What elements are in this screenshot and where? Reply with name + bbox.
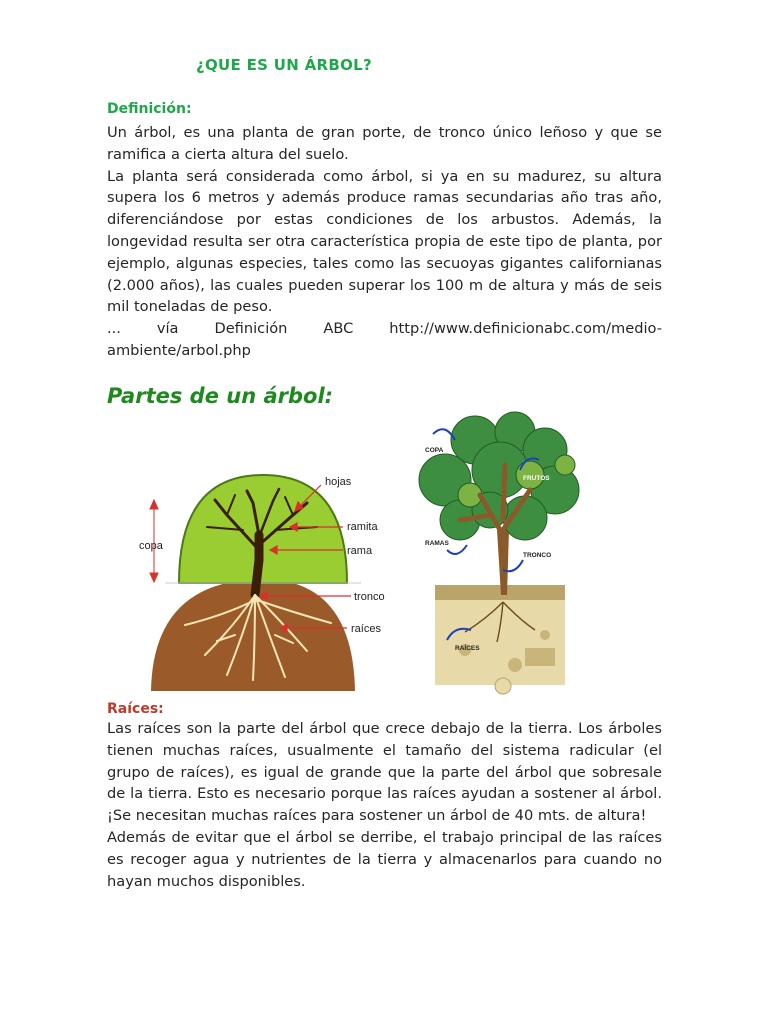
label-frutos: FRUTOS [523,475,550,482]
definition-paragraph-1: Un árbol, es una planta de gran porte, de tronco único leñoso y que se ramifica a cierta altura del suelo. [107,124,662,163]
label-hojas: hojas [325,476,352,488]
label-tronco-illustration: TRONCO [523,552,552,559]
label-raices: raíces [351,623,381,635]
definition-paragraph-2: La planta será considerada como árbol, si ya en su madurez, su altura supera los 6 metros y además produce ramas secundarias año tras año, diferenciándose por estas condiciones de los arbustos. Además, la longevidad resulta ser otra característica propia de este tipo de planta, por ejemplo, algunas especies, tales como las secuoyas gigantes californianas (2.000 años), las cuales pueden superar los 100 m de altura y más de seis mil toneladas de peso. [107,167,662,316]
definition-heading: Definición: [107,101,192,117]
roots-heading: Raíces: [107,701,164,717]
tree-parts-diagram [135,455,395,695]
label-copa: copa [139,540,163,552]
tree-illustration [405,410,595,700]
label-rama: rama [347,545,373,557]
definition-body [107,122,662,362]
roots-paragraph-2: Además de evitar que el árbol se derribe, el trabajo principal de las raíces es recoger agua y nutrientes de la tierra y almacenarlos para cuando no hayan muchos disponibles. [107,828,662,890]
label-ramas: RAMAS [425,540,449,547]
roots-body [107,718,662,892]
label-ramita: ramita [347,521,378,533]
roots-paragraph-1: Las raíces son la parte del árbol que crece debajo de la tierra. Los árboles tienen muchas raíces, usualmente el tamaño del sistema radicular (el grupo de raíces), es igual de grande que la parte del árbol que sobresale de la tierra. Esto es necesario porque las raíces ayudan a sostener al árbol. ¡Se necesitan muchas raíces para sostener un árbol de 40 mts. de altura! [107,720,662,825]
page-title: ¿QUE ES UN ÁRBOL? [196,56,373,74]
label-raices-illustration: RAÍCES [455,645,480,652]
parts-heading: Partes de un árbol: [107,384,334,408]
label-tronco: tronco [354,591,385,603]
label-copa-illustration: COPA [425,447,444,454]
definition-source: ... vía Definición ABC http://www.definicionabc.com/medio-ambiente/arbol.php [107,320,662,359]
